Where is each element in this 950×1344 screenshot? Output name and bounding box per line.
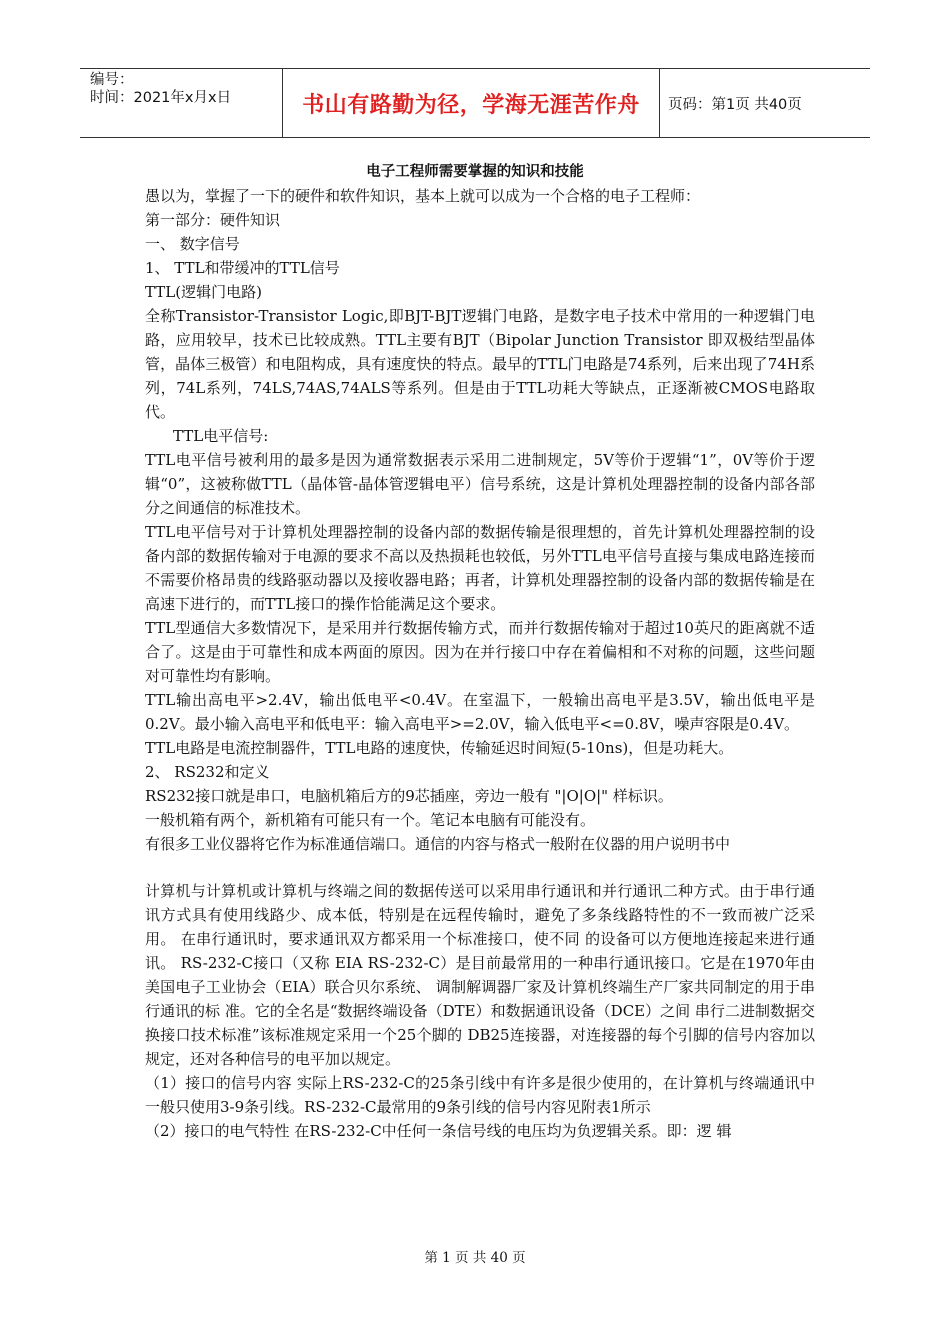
document-title: 电子工程师需要掌握的知识和技能 xyxy=(366,164,584,180)
paragraph: RS232接口就是串口，电脑机箱后方的9芯插座，旁边一般有 "|O|O|" 样标识。 xyxy=(145,787,673,805)
header-motto: 书山有路勤为径，学海无涯苦作舟 xyxy=(282,69,660,137)
time-label: 时间：2021年x月x日 xyxy=(90,90,232,106)
paragraph: 一般机箱有两个，新机箱有可能只有一个。笔记本电脑有可能没有。 xyxy=(145,811,596,829)
paragraph: TTL型通信大多数情况下，是采用并行数据传输方式，而并行数据传输对于超过10英尺的距离就不适合了。这是由于可靠性和成本两面的原因。因为在并行接口中存在着偏相和不对称的问题，这些问题对可靠性均有影响。 xyxy=(145,619,815,685)
paragraph: TTL输出高电平>2.4V，输出低电平<0.4V。在室温下，一般输出高电平是3.5V，输出低电平是0.2V。最小输入高电平和低电平：输入高电平>=2.0V，输入低电平<=0.8V，噪声容限是0.4V。 xyxy=(145,691,815,733)
subsection-heading: 2、 RS232和定义 xyxy=(145,763,270,781)
header-page-info: 页码：第1页 共40页 xyxy=(668,96,802,113)
paragraph: 计算机与计算机或计算机与终端之间的数据传送可以采用串行通讯和并行通讯二种方式。由于串行通讯方式具有使用线路少、成本低，特别是在远程传输时，避免了多条线路特性的不一致而被广泛采用。 在串行通讯时，要求通讯双方都采用一个标准接口，使不同 的设备可以方便地连接起来进行通讯。 RS-232-C接口（又称 EIA RS-232-C）是目前最常用的一种串行通讯接口。它是在1970年由美国电子工业协会（EIA）联合贝尔系统、 调制解调器厂家及计算机终端生产厂家共同制定的用于串行通讯的标 准。它的全名是“数据终端设备（DTE）和数据通讯设备（DCE）之间 串行二进制数据交换接口技术标准”该标准规定采用一个25个脚的 DB25连接器，对连接器的每个引脚的信号内容加以规定，还对各种信号的电平加以规定。 xyxy=(145,882,815,1068)
paragraph: TTL电平信号被利用的最多是因为通常数据表示采用二进制规定，5V等价于逻辑“1”，0V等价于逻辑“0”，这被称做TTL（晶体管-晶体管逻辑电平）信号系统，这是计算机处理器控制的设备内部各部分之间通信的标准技术。 xyxy=(145,451,815,517)
header-meta xyxy=(80,69,282,137)
page-footer: 第 1 页 共 40 页 xyxy=(424,1250,526,1266)
document-body xyxy=(145,184,815,1143)
paragraph: TTL电平信号对于计算机处理器控制的设备内部的数据传输是很理想的，首先计算机处理器控制的设备内部的数据传输对于电源的要求不高以及热损耗也较低，另外TTL电平信号直接与集成电路连接而不需要价格昂贵的线路驱动器以及接收器电路；再者，计算机处理器控制的设备内部的数据传输是在高速下进行的，而TTL接口的操作恰能满足这个要求。 xyxy=(145,523,815,613)
subsection-heading: 1、 TTL和带缓冲的TTL信号 xyxy=(145,259,340,277)
paragraph: 全称Transistor-Transistor Logic,即BJT-BJT逻辑门电路，是数字电子技术中常用的一种逻辑门电路，应用较早，技术已比较成熟。TTL主要有BJT（Bipolar Junction Transistor 即双极结型晶体管，晶体三极管）和电阻构成，具有速度快的特点。最早的TTL门电路是74系列，后来出现了74H系列，74L系列，74LS,74AS,74ALS等系列。但是由于TTL功耗大等缺点，正逐渐被CMOS电路取代。 xyxy=(145,307,815,421)
section-heading: 第一部分：硬件知识 xyxy=(145,211,281,229)
paragraph: 愚以为，掌握了一下的硬件和软件知识，基本上就可以成为一个合格的电子工程师： xyxy=(145,187,701,205)
paragraph: 有很多工业仪器将它作为标准通信端口。通信的内容与格式一般附在仪器的用户说明书中 xyxy=(145,835,731,853)
paragraph: TTL电路是电流控制器件，TTL电路的速度快，传输延迟时间短(5-10ns)，但是功耗大。 xyxy=(145,739,734,757)
section-heading: 一、 数字信号 xyxy=(145,235,240,253)
paragraph: （2）接口的电气特性 在RS-232-C中任何一条信号线的电压均为负逻辑关系。即：逻 辑 xyxy=(145,1122,732,1140)
paragraph: （1）接口的信号内容 实际上RS-232-C的25条引线中有许多是很少使用的，在计算机与终端通讯中一般只使用3-9条引线。RS-232-C最常用的9条引线的信号内容见附表1所示 xyxy=(145,1074,815,1116)
page-header xyxy=(80,68,870,138)
code-label: 编号： xyxy=(90,72,134,88)
paragraph: TTL(逻辑门电路) xyxy=(145,283,262,301)
paragraph: TTL电平信号: xyxy=(173,427,269,445)
